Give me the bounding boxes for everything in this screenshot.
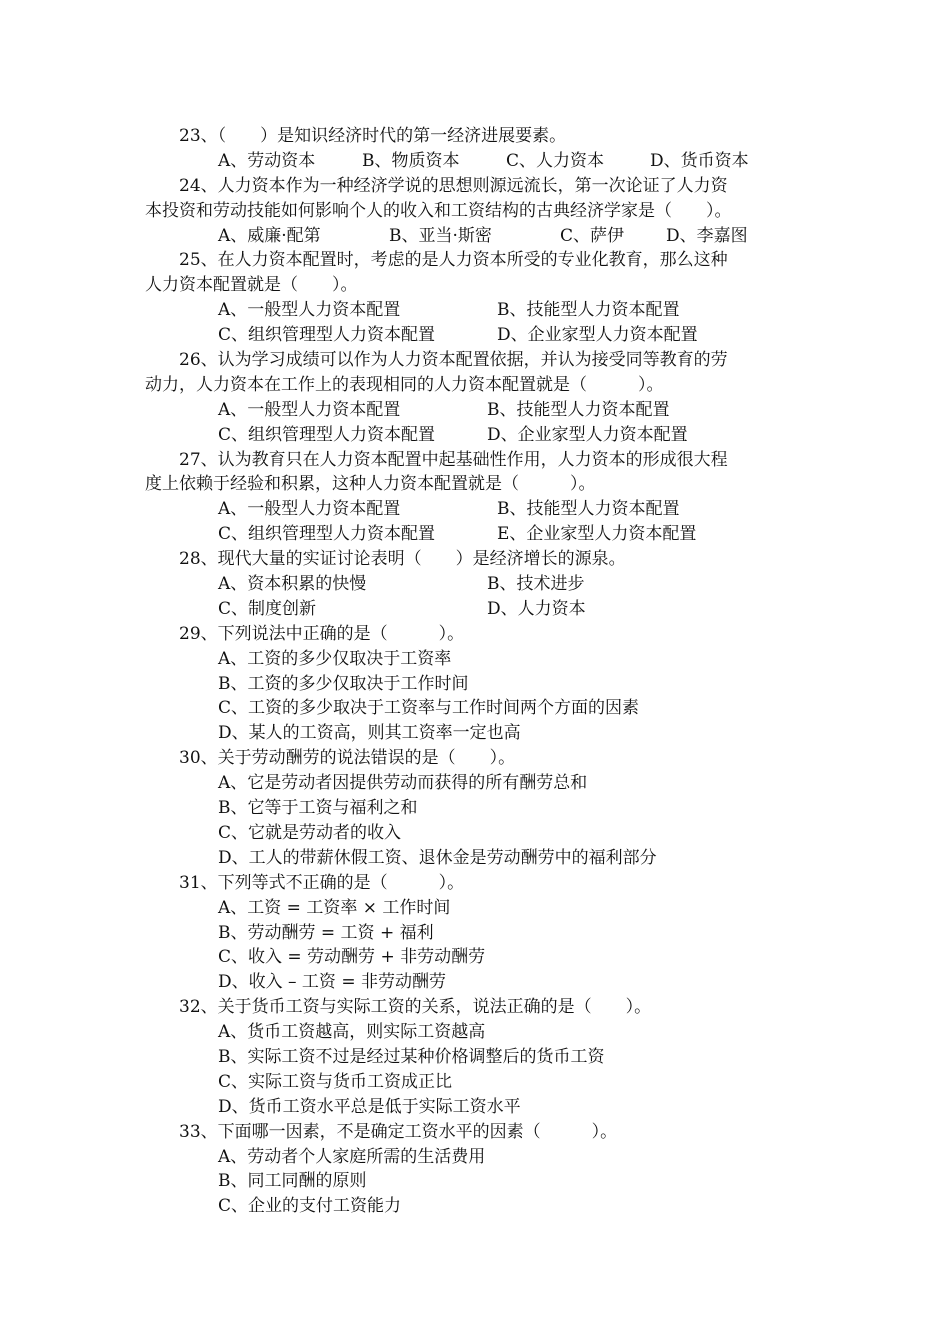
option-b: B、技能型人力资本配置 <box>497 300 680 321</box>
option-a: A、威廉·配第 <box>218 225 321 246</box>
option-c: C、制度创新 <box>218 598 317 619</box>
question-25-text: 25、在人力资本配置时，考虑的是人力资本所受的专业化教育，那么这种 <box>179 250 728 271</box>
question-list <box>145 124 815 1219</box>
question-25-options-row2 <box>145 323 815 348</box>
option-c: C、萨伊 <box>560 225 625 246</box>
option-c: C、组织管理型人力资本配置 <box>218 325 436 346</box>
option-d: D、货币资本 <box>650 150 749 171</box>
question-32-text: 32、关于货币工资与实际工资的关系，说法正确的是（ ）。 <box>179 997 652 1018</box>
option-a: A、一般型人力资本配置 <box>218 399 401 420</box>
question-32-option-d: D、货币工资水平总是低于实际工资水平 <box>218 1096 521 1117</box>
question-33-option-b: B、同工同酬的原则 <box>218 1171 367 1192</box>
option-d: D、李嘉图 <box>666 225 748 246</box>
question-33-text: 33、下面哪一因素，不是确定工资水平的因素（ ）。 <box>179 1121 618 1142</box>
option-a: A、资本积累的快慢 <box>218 574 367 595</box>
question-33-option-c: C、企业的支付工资能力 <box>218 1196 402 1217</box>
option-b: B、技能型人力资本配置 <box>497 499 680 520</box>
option-c: C、组织管理型人力资本配置 <box>218 524 436 545</box>
question-27-text-cont: 度上依赖于经验和积累，这种人力资本配置就是（ ）。 <box>145 474 596 495</box>
question-28-text: 28、现代大量的实证讨论表明（ ）是经济增长的源泉。 <box>179 549 626 570</box>
question-30-option-c: C、它就是劳动者的收入 <box>218 822 402 843</box>
option-b: B、技能型人力资本配置 <box>487 399 670 420</box>
option-b: B、亚当·斯密 <box>389 225 492 246</box>
question-26-options-row2 <box>145 423 815 448</box>
question-31-option-b: B、劳动酬劳 = 工资 + 福利 <box>218 922 434 943</box>
question-30-option-d: D、工人的带薪休假工资、退休金是劳动酬劳中的福利部分 <box>218 847 657 868</box>
option-a: A、劳动资本 <box>218 150 316 171</box>
question-31-option-c: C、收入 = 劳动酬劳 + 非劳动酬劳 <box>218 947 486 968</box>
question-23-options <box>145 149 815 174</box>
question-31-text: 31、下列等式不正确的是（ ）。 <box>179 872 465 893</box>
option-d: D、企业家型人力资本配置 <box>497 325 698 346</box>
question-29-option-b: B、工资的多少仅取决于工作时间 <box>218 673 469 694</box>
question-29-option-c: C、工资的多少取决于工资率与工作时间两个方面的因素 <box>218 698 640 719</box>
option-e: E、企业家型人力资本配置 <box>497 524 697 545</box>
question-33-option-a: A、劳动者个人家庭所需的生活费用 <box>218 1146 486 1167</box>
question-27-options-row1 <box>145 497 815 522</box>
option-c: C、组织管理型人力资本配置 <box>218 424 436 445</box>
option-b: B、技术进步 <box>487 574 585 595</box>
question-30-option-b: B、它等于工资与福利之和 <box>218 798 418 819</box>
question-27-text: 27、认为教育只在人力资本配置中起基础性作用，人力资本的形成很大程 <box>179 449 728 470</box>
question-23-text: 23、（ ）是知识经济时代的第一经济进展要素。 <box>179 126 567 146</box>
question-26-text: 26、认为学习成绩可以作为人力资本配置依据，并认为接受同等教育的劳 <box>179 350 728 371</box>
question-26-text-cont: 动力，人力资本在工作上的表现相同的人力资本配置就是（ ）。 <box>145 374 664 395</box>
option-c: C、人力资本 <box>506 150 605 171</box>
question-24-options <box>145 224 815 249</box>
question-28-options-row1 <box>145 572 815 597</box>
question-32-option-b: B、实际工资不过是经过某种价格调整后的货币工资 <box>218 1046 605 1067</box>
option-b: B、物质资本 <box>362 150 460 171</box>
question-24-text-cont: 本投资和劳动技能如何影响个人的收入和工资结构的古典经济学家是（ ）。 <box>145 200 732 221</box>
option-a: A、一般型人力资本配置 <box>218 499 401 520</box>
question-29-option-a: A、工资的多少仅取决于工资率 <box>218 648 452 669</box>
question-31-option-a: A、工资 = 工资率 × 工作时间 <box>218 897 451 918</box>
option-a: A、一般型人力资本配置 <box>218 300 401 321</box>
question-30-option-a: A、它是劳动者因提供劳动而获得的所有酬劳总和 <box>218 773 588 794</box>
question-25-options-row1 <box>145 298 815 323</box>
question-30-text: 30、关于劳动酬劳的说法错误的是（ ）。 <box>179 748 516 769</box>
question-25-text-cont: 人力资本配置就是（ ）。 <box>145 275 358 296</box>
question-24-text: 24、人力资本作为一种经济学说的思想则源远流长，第一次论证了人力资 <box>179 175 728 196</box>
question-32-option-c: C、实际工资与货币工资成正比 <box>218 1071 453 1092</box>
question-32-option-a: A、货币工资越高，则实际工资越高 <box>218 1022 486 1043</box>
question-31-option-d: D、收入 – 工资 = 非劳动酬劳 <box>218 972 446 993</box>
option-d: D、企业家型人力资本配置 <box>487 424 688 445</box>
option-d: D、人力资本 <box>487 598 586 619</box>
question-28-options-row2 <box>145 597 815 622</box>
question-29-option-d: D、某人的工资高，则其工资率一定也高 <box>218 723 521 744</box>
question-26-options-row1 <box>145 398 815 423</box>
question-27-options-row2 <box>145 522 815 547</box>
question-29-text: 29、下列说法中正确的是（ ）。 <box>179 623 465 644</box>
